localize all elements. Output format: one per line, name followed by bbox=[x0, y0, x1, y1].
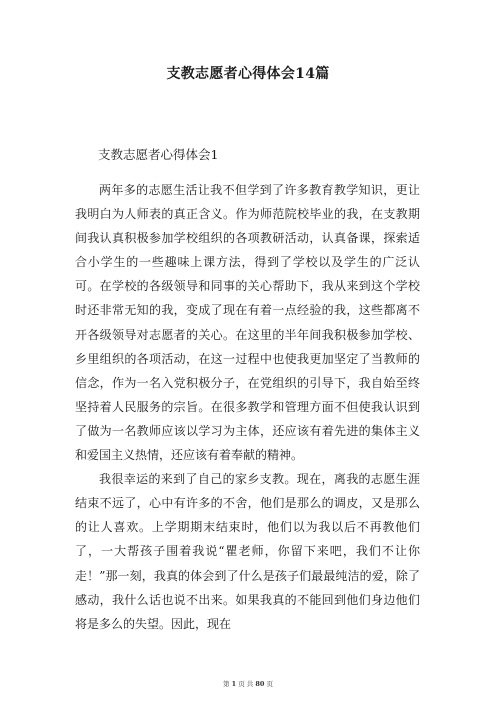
document-body bbox=[75, 178, 420, 636]
footer-page-number: 1 bbox=[231, 680, 237, 688]
footer-prefix: 第 bbox=[223, 680, 230, 688]
footer-total-pages: 80 bbox=[255, 680, 265, 688]
footer-suffix: 页 bbox=[266, 680, 273, 688]
paragraph-2: 我很幸运的来到了自己的家乡支教。现在，离我的志愿生涯结束不远了，心中有许多的不舍，他们是那么的调皮，又是那么的让人喜欢。上学期期末结束时，他们以为我以后不再教他们了，一大帮孩子围着我说“瞿老师，你留下来吧，我们不让你走！”那一刻，我真的体会到了什么是孩子们最最纯洁的爱，除了感动，我什么话也说不出来。如果我真的不能回到他们身边他们将是多么的失望。因此，现在 bbox=[75, 472, 420, 631]
paragraph-1: 两年多的志愿生活让我不但学到了许多教育教学知识，更让我明白为人师表的真正含义。作为师范院校毕业的我，在支教期间我认真积极参加学校组织的各项教研活动，认真备课，探索适合小学生的一些趣味上课方法，得到了学校以及学生的广泛认可。在学校的各级领导和同事的关心帮助下，我从来到这个学校时还非常无知的我，变成了现在有着一点经验的我，这些都离不开各级领导对志愿者的关心。在这里的半年间我积极参加学校、乡里组织的各项活动，在这一过程中也使我更加坚定了当教师的信念，作为一名入党积极分子，在党组织的引导下，我自始至终坚持着人民服务的宗旨。在很多教学和管理方面不但使我认识到了做为一名教师应该以学习为主体，还应该有着先进的集体主义和爱国主义热情，还应该有着奉献的精神。 bbox=[75, 183, 420, 463]
footer-middle: 页 共 bbox=[238, 680, 254, 688]
section-heading: 支教志愿者心得体会1 bbox=[98, 147, 219, 162]
page-footer bbox=[0, 679, 496, 688]
document-title: 支教志愿者心得体会14篇 bbox=[166, 66, 330, 82]
